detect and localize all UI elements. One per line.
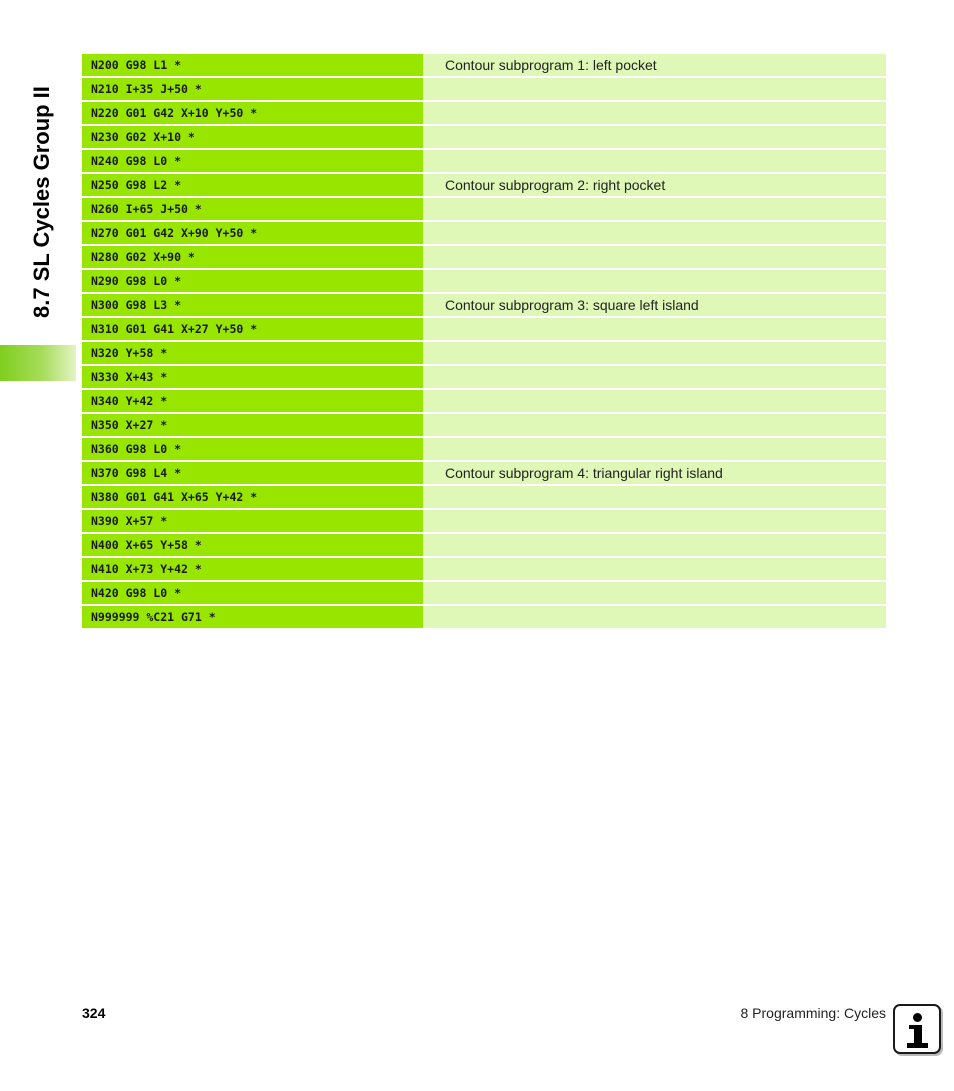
code-description (423, 366, 886, 388)
nc-code-line: N999999 %C21 G71 * (82, 606, 423, 628)
nc-code-line: N340 Y+42 * (82, 390, 423, 412)
table-row (82, 54, 886, 76)
table-row (82, 270, 886, 292)
code-description (423, 558, 886, 580)
nc-code-line: N270 G01 G42 X+90 Y+50 * (82, 222, 423, 244)
code-description (423, 198, 886, 220)
info-icon-stem (914, 1025, 922, 1045)
code-description: Contour subprogram 1: left pocket (423, 54, 886, 76)
nc-code-line: N390 X+57 * (82, 510, 423, 532)
code-table (82, 54, 886, 630)
section-title: 8.7 SL Cycles Group II (29, 86, 54, 318)
section-tab-marker (0, 345, 76, 381)
info-icon-base (907, 1043, 928, 1048)
table-row (82, 150, 886, 172)
code-description (423, 78, 886, 100)
code-description (423, 486, 886, 508)
code-description (423, 126, 886, 148)
table-row (82, 174, 886, 196)
table-row (82, 414, 886, 436)
table-row (82, 510, 886, 532)
nc-code-line: N300 G98 L3 * (82, 294, 423, 316)
code-description: Contour subprogram 3: square left island (423, 294, 886, 316)
page-number: 324 (82, 1005, 106, 1021)
nc-code-line: N310 G01 G41 X+27 Y+50 * (82, 318, 423, 340)
table-row (82, 366, 886, 388)
chapter-title: 8 Programming: Cycles (740, 1005, 886, 1021)
code-description (423, 270, 886, 292)
code-description (423, 582, 886, 604)
table-row (82, 534, 886, 556)
table-row (82, 318, 886, 340)
table-row (82, 198, 886, 220)
nc-code-line: N360 G98 L0 * (82, 438, 423, 460)
nc-code-line: N240 G98 L0 * (82, 150, 423, 172)
table-row (82, 222, 886, 244)
table-row (82, 582, 886, 604)
code-description (423, 342, 886, 364)
nc-code-line: N290 G98 L0 * (82, 270, 423, 292)
nc-code-line: N330 X+43 * (82, 366, 423, 388)
code-description: Contour subprogram 2: right pocket (423, 174, 886, 196)
nc-code-line: N350 X+27 * (82, 414, 423, 436)
table-row (82, 342, 886, 364)
code-description (423, 222, 886, 244)
table-row (82, 246, 886, 268)
info-icon (893, 1004, 941, 1054)
code-description (423, 606, 886, 628)
code-description (423, 390, 886, 412)
table-row (82, 390, 886, 412)
nc-code-line: N400 X+65 Y+58 * (82, 534, 423, 556)
table-row (82, 102, 886, 124)
code-description (423, 438, 886, 460)
nc-code-line: N320 Y+58 * (82, 342, 423, 364)
table-row (82, 78, 886, 100)
code-description (423, 510, 886, 532)
table-row (82, 486, 886, 508)
nc-code-line: N230 G02 X+10 * (82, 126, 423, 148)
nc-code-line: N380 G01 G41 X+65 Y+42 * (82, 486, 423, 508)
info-icon-dot (913, 1013, 922, 1022)
nc-code-line: N220 G01 G42 X+10 Y+50 * (82, 102, 423, 124)
code-description: Contour subprogram 4: triangular right island (423, 462, 886, 484)
code-description (423, 318, 886, 340)
code-description (423, 102, 886, 124)
nc-code-line: N200 G98 L1 * (82, 54, 423, 76)
table-row (82, 294, 886, 316)
table-row (82, 438, 886, 460)
table-row (82, 126, 886, 148)
nc-code-line: N280 G02 X+90 * (82, 246, 423, 268)
code-description (423, 534, 886, 556)
nc-code-line: N410 X+73 Y+42 * (82, 558, 423, 580)
code-description (423, 414, 886, 436)
code-description (423, 246, 886, 268)
nc-code-line: N370 G98 L4 * (82, 462, 423, 484)
code-description (423, 150, 886, 172)
table-row (82, 558, 886, 580)
nc-code-line: N210 I+35 J+50 * (82, 78, 423, 100)
table-row (82, 462, 886, 484)
table-row (82, 606, 886, 628)
nc-code-line: N260 I+65 J+50 * (82, 198, 423, 220)
nc-code-line: N420 G98 L0 * (82, 582, 423, 604)
nc-code-line: N250 G98 L2 * (82, 174, 423, 196)
